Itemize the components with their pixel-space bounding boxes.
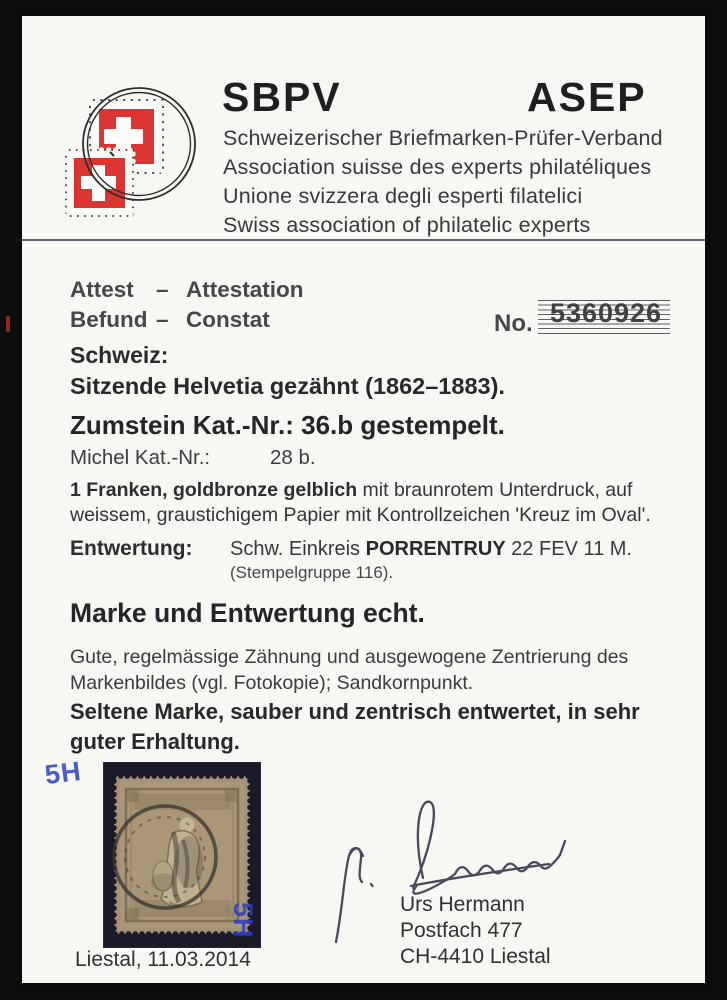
certificate-number-label: No. <box>494 310 533 337</box>
stamp-description-line1 <box>70 478 690 503</box>
doc-type-fr2: Constat <box>186 307 270 332</box>
certificate-number-value: 5360926 <box>549 298 663 328</box>
association-name-it: Unione svizzera degli esperti filatelici <box>223 184 583 208</box>
stamp-description-line2: weissem, graustichigem Papier mit Kontrollzeichen 'Kreuz im Oval'. <box>70 504 651 526</box>
certificate-number-field <box>538 300 670 334</box>
stamp-description-line1-rest: mit braunrotem Unterdruck, auf <box>357 479 633 501</box>
association-name-en: Swiss association of philatelic experts <box>223 213 591 237</box>
place-date-line: Liestal, 11.03.2014 <box>75 948 251 971</box>
association-abbr-fr: ASEP <box>527 74 647 120</box>
authenticity-verdict: Marke und Entwertung echt. <box>70 598 425 628</box>
michel-catalog-row <box>70 446 630 470</box>
michel-value: 28 b. <box>270 446 316 469</box>
header-divider-line <box>22 239 705 241</box>
rarity-line2: guter Erhaltung. <box>70 729 240 754</box>
cancellation-value-post: 22 FEV 11 M. <box>505 538 632 560</box>
expert-address-block <box>400 892 551 970</box>
michel-label: Michel Kat.-Nr.: <box>70 446 211 469</box>
stamp-description <box>70 478 690 528</box>
scan-artifact-red-mark <box>6 316 10 332</box>
doc-type-de1: Attest <box>70 277 134 302</box>
cancellation-row <box>70 537 690 582</box>
cancellation-note: (Stempelgruppe 116). <box>230 563 394 582</box>
association-names <box>223 124 663 240</box>
doc-type-fr1: Attestation <box>186 277 304 302</box>
rarity-line1: Seltene Marke, sauber und zentrisch entwertet, in sehr <box>70 699 640 724</box>
condition-line2: Markenbildes (vgl. Fotokopie); Sandkornpunkt. <box>70 671 474 694</box>
condition-line1: Gute, regelmässige Zähnung und ausgewogene Zentrierung des <box>70 646 629 668</box>
country-heading: Schweiz: <box>70 342 169 368</box>
doc-type-dash1: – <box>156 277 169 302</box>
doc-type-dash2: – <box>156 307 169 332</box>
stamp-description-denomination: 1 Franken, goldbronze gelblich <box>70 479 358 501</box>
expert-name: Urs Hermann <box>400 893 525 916</box>
certificate-card <box>22 16 705 983</box>
expert-city: CH-4410 Liestal <box>400 945 551 968</box>
expert-pobox: Postfach 477 <box>400 919 523 942</box>
issue-title: Sitzende Helvetia gezähnt (1862–1883). <box>70 373 505 399</box>
expert-blue-mark-bottom: 5H <box>228 902 258 939</box>
association-name-de: Schweizerischer Briefmarken-Prüfer-Verband <box>223 126 663 150</box>
association-abbr-de: SBPV <box>222 74 342 120</box>
cancellation-value <box>230 538 632 561</box>
condition-paragraph <box>70 645 700 696</box>
cancellation-label: Entwertung: <box>70 537 193 560</box>
cancellation-town: PORRENTRUY <box>365 538 506 560</box>
expert-blue-mark-top: 5H <box>43 755 84 791</box>
doc-type-de2: Befund <box>70 307 148 332</box>
sbpv-logo-stamps-magnifier-icon <box>58 86 200 224</box>
doc-type-block <box>70 278 304 332</box>
zumstein-catalog-line: Zumstein Kat.-Nr.: 36.b gestempelt. <box>70 410 505 440</box>
association-name-fr: Association suisse des experts philatéliques <box>223 155 652 179</box>
rarity-paragraph <box>70 697 700 757</box>
cancellation-value-pre: Schw. Einkreis <box>230 538 366 560</box>
